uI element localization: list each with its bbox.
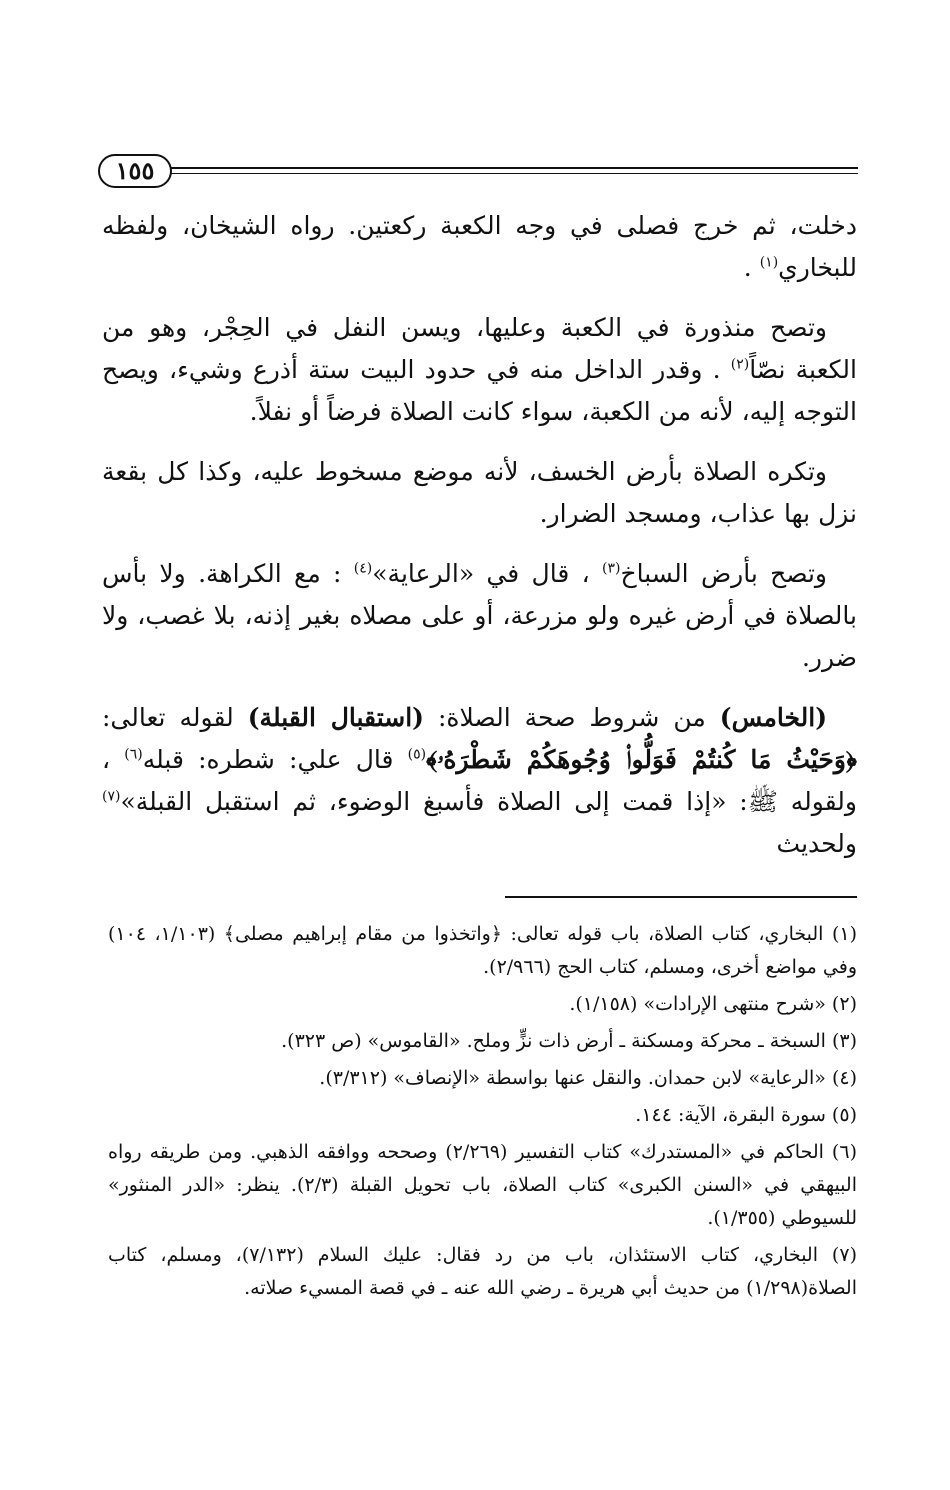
footnote-ref: (٣): [602, 560, 621, 577]
paragraph-text: ، قال في «الرعاية»: [372, 559, 602, 588]
footnote-7: (٧) البخاري، كتاب الاستئذان، باب من رد فقال: عليك السلام (٧/١٣٢)، ومسلم، كتاب الصلاة(١/٢٩٨) من حديث أبي هريرة ـ رضي الله عنه ـ في قصة المسيء صلاته.: [108, 1244, 857, 1299]
paragraph-text: لقوله تعالى:: [102, 703, 248, 732]
paragraph-text: دخلت، ثم خرج فصلى في وجه الكعبة ركعتين. رواه الشيخان، ولفظه للبخاري: [102, 211, 857, 282]
footnote-2: (٢) «شرح منتهى الإرادات» (١/١٥٨).: [569, 993, 857, 1015]
paragraph-2: [102, 307, 857, 433]
footnote-3: (٣) السبخة ـ محركة ومسكنة ـ أرض ذات نزٍّ وملح. «القاموس» (ص ٣٢٣).: [281, 1030, 857, 1052]
footnote-1: (١) البخاري، كتاب الصلاة، باب قوله تعالى: ﴿واتخذوا من مقام إبراهيم مصلى﴾ (١/١٠٣، ١٠٤) وفي مواضع أخرى، ومسلم، كتاب الحج (٢/٩٦٦).: [108, 923, 857, 978]
bold-heading: (استقبال القبلة): [247, 703, 424, 732]
paragraph-4: [102, 553, 857, 679]
footnote-5: (٥) سورة البقرة، الآية: ١٤٤.: [635, 1104, 857, 1126]
quran-verse: ﴿وَحَيْثُ مَا كُنتُمْ فَوَلُّوا۟ وُجُوهَكُمْ شَطْرَهُۥ﴾: [426, 745, 858, 774]
footnote-ref: (٢): [730, 356, 750, 373]
header-rule: [170, 167, 858, 169]
paragraph-5: [102, 697, 857, 865]
footnote-ref: (٥): [407, 746, 427, 763]
paragraph-text: ولحديث: [776, 829, 857, 858]
footnote-ref: (٦): [124, 746, 143, 763]
bold-heading: (الخامس): [719, 703, 828, 732]
paragraph-text: وتصح منذورة في الكعبة وعليها، ويسن النفل في الحِجْر، وهو من الكعبة نصّاً: [102, 313, 857, 384]
paragraph-text: : مع الكراهة. ولا بأس بالصلاة في أرض غيره ولو مزرعة، أو على مصلاه بغير إذنه، بلا غصب، ولا ضرر.: [102, 559, 857, 672]
footnote-4: (٤) «الرعاية» لابن حمدان. والنقل عنها بواسطة «الإنصاف» (٣/٣١٢).: [319, 1067, 857, 1089]
paragraph-text: وتصح بأرض السباخ: [620, 559, 827, 588]
footnotes: [108, 918, 857, 1309]
paragraph-text: وتكره الصلاة بأرض الخسف، لأنه موضع مسخوط عليه، وكذا كل بقعة نزل بها عذاب، ومسجد الضرار.: [102, 457, 857, 528]
footnote-6: (٦) الحاكم في «المستدرك» كتاب التفسير (٢/٢٦٩) وصححه ووافقه الذهبي. ومن طريقه رواه البيهقي في «السنن الكبرى» كتاب الصلاة، باب تحويل القبلة (٢/٣). ينظر: «الدر المنثور» للسيوطي (١/٣٥٥).: [108, 1141, 857, 1229]
footnote-ref: (١): [759, 254, 779, 271]
paragraph-1: [102, 205, 857, 289]
footnote-separator: [505, 896, 857, 898]
paragraph-text: قال علي: شطره: قبله: [142, 745, 408, 774]
paragraph-text: من شروط صحة الصلاة:: [423, 703, 720, 732]
paragraph-text: ، ولقوله ﷺ: «إذا قمت إلى الصلاة فأسبغ الوضوء، ثم استقبل القبلة»: [102, 745, 857, 816]
footnote-ref: (٧): [102, 788, 121, 805]
main-text: [102, 205, 857, 883]
page-number: ١٥٥: [115, 156, 155, 185]
page-header: [98, 150, 858, 194]
page-number-badge: [98, 154, 172, 188]
header-rule-thin: [170, 173, 858, 174]
paragraph-text: .: [743, 253, 760, 282]
paragraph-3: [102, 451, 857, 535]
paragraph-text: . وقدر الداخل منه في حدود البيت ستة أذرع وشيء، ويصح التوجه إليه، لأنه من الكعبة، سواء كانت الصلاة فرضاً أو نفلاً.: [102, 355, 857, 426]
footnote-ref: (٤): [353, 560, 373, 577]
